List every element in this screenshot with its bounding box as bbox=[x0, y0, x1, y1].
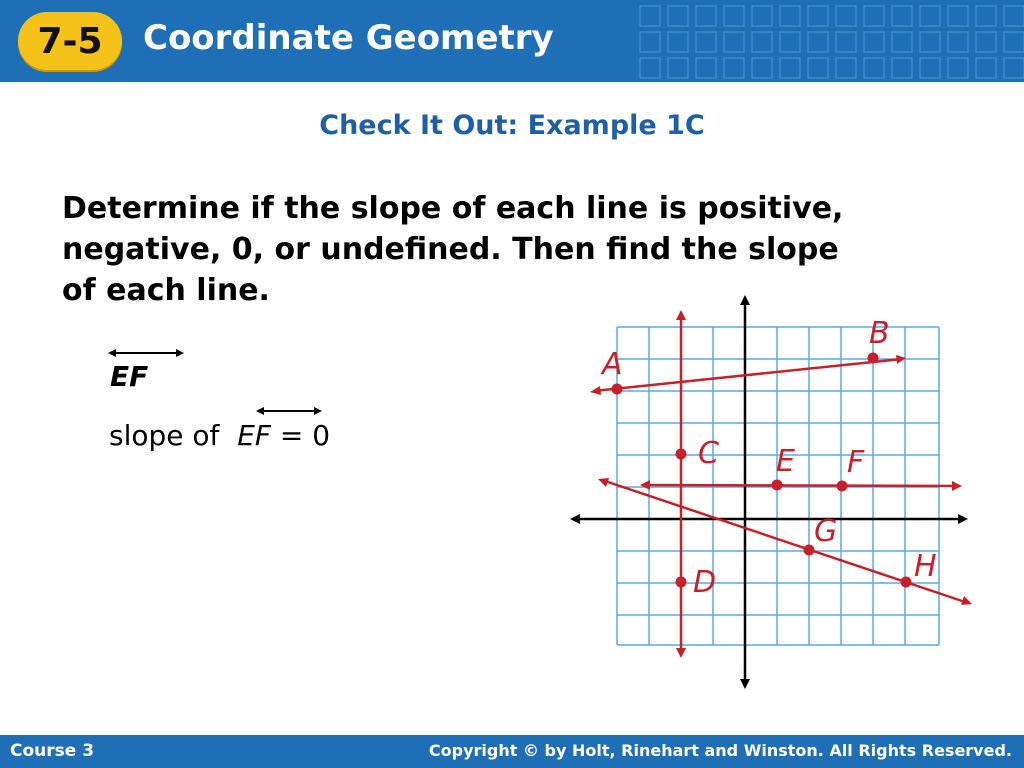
copyright-notice: Copyright © by Holt, Rinehart and Winston. All Rights Reserved. bbox=[428, 741, 1012, 760]
prompt-line-2: negative, 0, or undefined. Then find the slope bbox=[62, 232, 839, 267]
point-h bbox=[901, 577, 912, 588]
course-label: Course 3 bbox=[10, 741, 95, 761]
point-a bbox=[612, 384, 623, 395]
prompt-line-1: Determine if the slope of each line is positive, bbox=[62, 191, 844, 226]
header-bar bbox=[0, 0, 1024, 82]
answer-line-name: EF bbox=[237, 419, 271, 452]
graph-axes bbox=[570, 295, 968, 689]
label-a: A bbox=[602, 347, 623, 382]
answer-value: = 0 bbox=[279, 419, 331, 452]
answer-line-arrow-icon bbox=[254, 404, 324, 418]
point-c bbox=[676, 449, 687, 460]
point-d bbox=[676, 577, 687, 588]
line-ef bbox=[640, 480, 962, 491]
line-notation-arrow-icon bbox=[106, 346, 186, 360]
footer-bar bbox=[0, 735, 1024, 768]
label-c: C bbox=[698, 436, 719, 471]
label-f: F bbox=[847, 445, 865, 480]
lesson-number: 7-5 bbox=[37, 20, 103, 62]
point-b bbox=[868, 353, 879, 364]
line-gh bbox=[598, 478, 972, 605]
line-name: EF bbox=[110, 360, 149, 393]
point-g bbox=[804, 545, 815, 556]
answer-prefix: slope of bbox=[109, 419, 220, 452]
slope-answer bbox=[109, 419, 330, 452]
example-subtitle: Check It Out: Example 1C bbox=[319, 110, 705, 141]
page-title: Coordinate Geometry bbox=[143, 18, 554, 58]
label-e: E bbox=[776, 444, 795, 479]
prompt-line-3: of each line. bbox=[62, 273, 270, 308]
graph-points bbox=[612, 353, 912, 588]
label-g: G bbox=[814, 514, 838, 549]
label-b: B bbox=[869, 316, 890, 351]
point-e bbox=[772, 480, 783, 491]
label-h: H bbox=[914, 549, 937, 584]
coordinate-graph bbox=[560, 290, 980, 700]
lesson-badge bbox=[18, 12, 122, 70]
label-d: D bbox=[693, 565, 717, 600]
line-ab bbox=[590, 355, 906, 395]
point-f bbox=[837, 481, 848, 492]
